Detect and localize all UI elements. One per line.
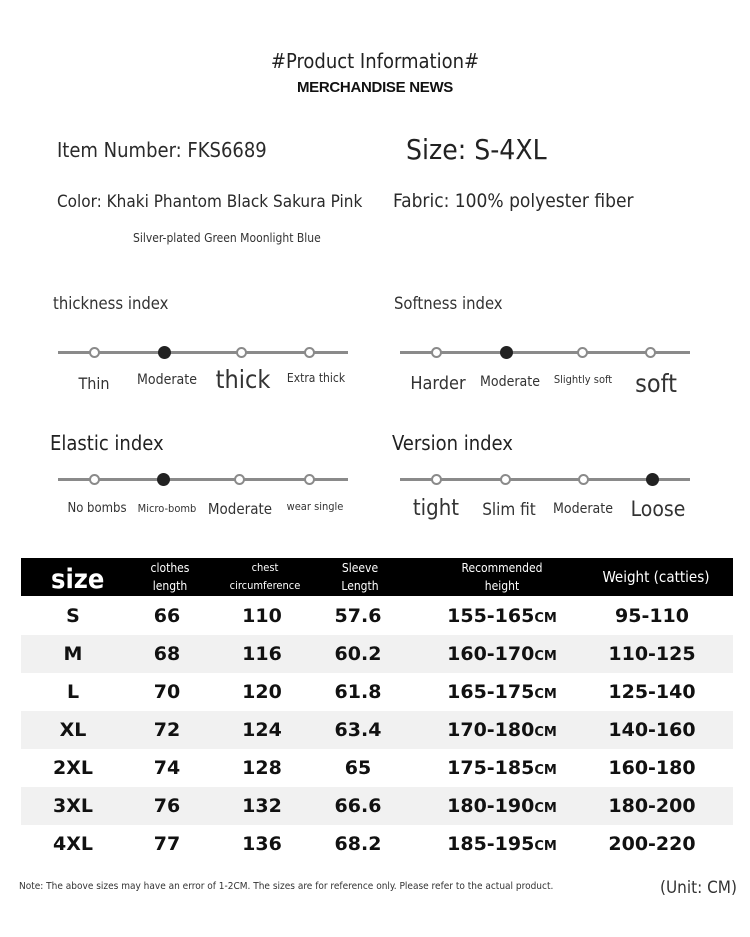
size-note: Note: The above sizes may have an error of 1-2CM. The sizes are for reference only. Please refer to the actual product. <box>19 881 554 892</box>
color-line-2: Silver-plated Green Moonlight Blue <box>133 231 321 245</box>
size-range: Size: S-4XL <box>406 133 547 166</box>
table-row <box>21 597 733 635</box>
softness-label-slightly-soft: Slightly soft <box>553 373 613 386</box>
header-size: size <box>51 564 105 595</box>
cell-size: S <box>66 605 80 627</box>
fabric: Fabric: 100% polyester fiber <box>393 190 634 212</box>
cell-chest: 110 <box>242 605 282 627</box>
cell-sleeve: 66.6 <box>334 795 382 817</box>
cell-length: 77 <box>153 833 181 855</box>
cell-sleeve: 57.6 <box>334 605 382 627</box>
softness-index-title: Softness index <box>394 294 503 313</box>
cell-chest: 132 <box>242 795 282 817</box>
version-dot-tight <box>431 474 442 485</box>
cell-weight: 140-160 <box>608 719 696 741</box>
thickness-index-title: thickness index <box>53 294 169 313</box>
cell-height: 175-185CM <box>447 757 557 779</box>
table-row <box>21 825 733 863</box>
thickness-dot-thin <box>89 347 100 358</box>
cell-sleeve: 61.8 <box>334 681 382 703</box>
color-line-1: Color: Khaki Phantom Black Sakura Pink <box>57 192 363 212</box>
cell-length: 66 <box>153 605 181 627</box>
elastic-dot-wear-single <box>304 474 315 485</box>
table-row <box>21 635 733 673</box>
cell-size: 2XL <box>53 757 93 779</box>
elastic-index-title: Elastic index <box>50 431 164 455</box>
version-label-tight: tight <box>412 496 460 521</box>
thickness-label-thick: thick <box>215 365 271 394</box>
unit-label: (Unit: CM) <box>660 878 737 898</box>
elastic-dot-no-bombs <box>89 474 100 485</box>
cell-length: 70 <box>153 681 181 703</box>
cell-chest: 124 <box>242 719 282 741</box>
cell-height: 180-190CM <box>447 795 557 817</box>
cell-sleeve: 63.4 <box>334 719 382 741</box>
elastic-label-wear-single: wear single <box>286 500 344 513</box>
version-dot-moderate <box>578 474 589 485</box>
cell-weight: 110-125 <box>608 643 696 665</box>
version-label-moderate: Moderate <box>553 501 613 517</box>
elastic-dot-moderate <box>234 474 245 485</box>
cell-size: 3XL <box>53 795 93 817</box>
size-table-header <box>21 558 733 596</box>
version-label-slim-fit: Slim fit <box>482 500 536 520</box>
cell-height: 155-165CM <box>447 605 557 627</box>
cell-size: L <box>66 681 80 703</box>
softness-dot-moderate <box>500 346 513 359</box>
thickness-label-moderate: Moderate <box>137 372 197 388</box>
cell-chest: 136 <box>242 833 282 855</box>
elastic-label-no-bombs: No bombs <box>67 501 127 516</box>
cell-height: 160-170CM <box>447 643 557 665</box>
elastic-dot-micro-bomb <box>157 473 170 486</box>
softness-label-moderate: Moderate <box>480 374 540 390</box>
thickness-dot-extra-thick <box>304 347 315 358</box>
softness-dot-soft <box>645 347 656 358</box>
version-index-title: Version index <box>392 431 513 455</box>
elastic-label-micro-bomb: Micro-bomb <box>137 502 197 515</box>
cell-length: 74 <box>153 757 181 779</box>
header-chest-circumference: chest circumference <box>229 561 301 592</box>
version-dot-loose <box>646 473 659 486</box>
page-subtitle: MERCHANDISE NEWS <box>296 79 454 96</box>
cell-weight: 125-140 <box>608 681 696 703</box>
cell-length: 68 <box>153 643 181 665</box>
cell-size: XL <box>59 719 87 741</box>
table-row <box>21 673 733 711</box>
cell-sleeve: 68.2 <box>334 833 382 855</box>
thickness-label-extra-thick: Extra thick <box>286 371 346 385</box>
thickness-dot-moderate <box>158 346 171 359</box>
thickness-dot-thick <box>236 347 247 358</box>
cell-chest: 120 <box>242 681 282 703</box>
header-clothes-length: clothes length <box>150 561 190 593</box>
cell-height: 165-175CM <box>447 681 557 703</box>
softness-dot-harder <box>431 347 442 358</box>
cell-size: M <box>63 643 83 665</box>
softness-label-soft: soft <box>635 369 677 398</box>
header-recommended-height: Recommended height <box>461 561 543 593</box>
cell-length: 76 <box>153 795 181 817</box>
table-row <box>21 749 733 787</box>
softness-dot-slightly-soft <box>577 347 588 358</box>
version-label-loose: Loose <box>630 497 686 521</box>
cell-size: 4XL <box>53 833 93 855</box>
cell-length: 72 <box>153 719 181 741</box>
cell-sleeve: 65 <box>344 757 372 779</box>
item-number: Item Number: FKS6689 <box>57 138 267 162</box>
cell-weight: 160-180 <box>608 757 696 779</box>
header-sleeve-length: Sleeve Length <box>341 561 379 593</box>
softness-label-harder: Harder <box>410 373 466 394</box>
cell-sleeve: 60.2 <box>334 643 382 665</box>
table-row <box>21 711 733 749</box>
cell-weight: 95-110 <box>615 605 689 627</box>
version-dot-slim-fit <box>500 474 511 485</box>
elastic-label-moderate: Moderate <box>207 500 273 518</box>
cell-chest: 116 <box>242 643 282 665</box>
cell-chest: 128 <box>242 757 282 779</box>
thickness-label-thin: Thin <box>78 374 110 393</box>
header-weight: Weight (catties) <box>602 568 710 586</box>
cell-height: 185-195CM <box>447 833 557 855</box>
page-title: #Product Information# <box>270 49 480 73</box>
table-row <box>21 787 733 825</box>
cell-height: 170-180CM <box>447 719 557 741</box>
cell-weight: 180-200 <box>608 795 696 817</box>
cell-weight: 200-220 <box>608 833 696 855</box>
